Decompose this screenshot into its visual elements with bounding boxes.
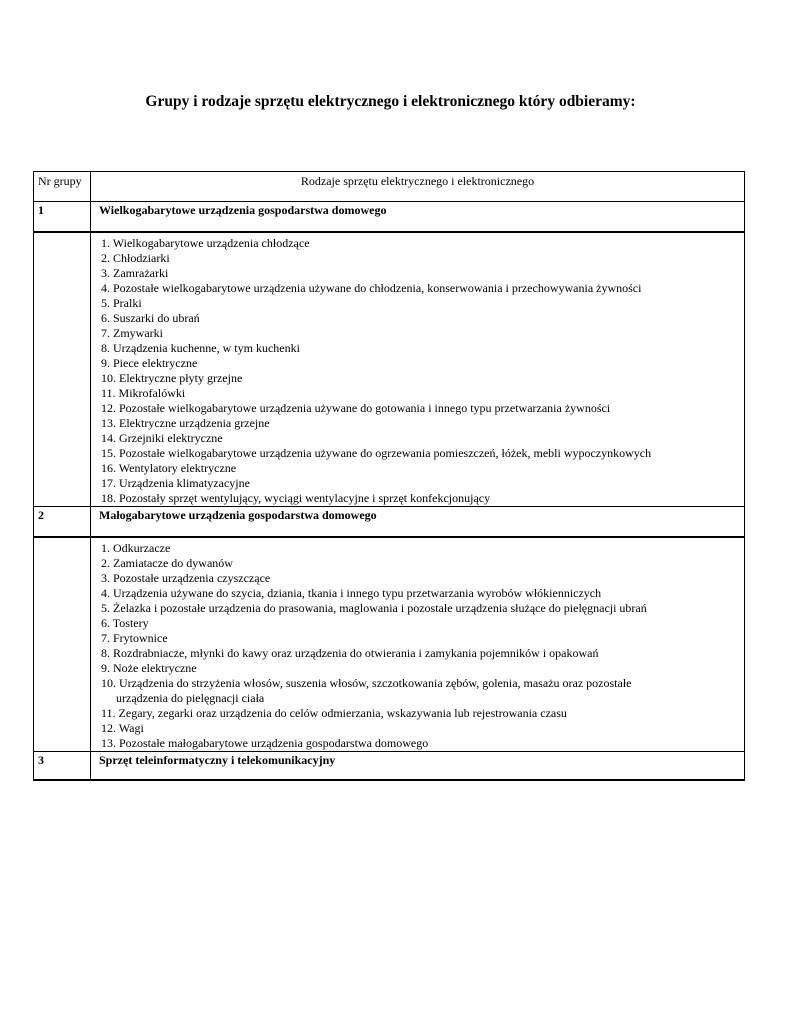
list-item: 5. Żelazka i pozostałe urządzenia do prasowania, maglowania i pozostałe urządzenia służące do pielęgnacji ubrań (101, 601, 647, 615)
equipment-list (91, 236, 744, 506)
list-item: 9. Noże elektryczne (101, 661, 197, 675)
group-row (34, 202, 745, 233)
list-item: 3. Zamrażarki (101, 266, 169, 280)
list-item: 11. Zegary, zegarki oraz urządzenia do celów odmierzania, wskazywania lub rejestrowania czasu (101, 706, 567, 720)
list-item: 7. Zmywarki (101, 326, 163, 340)
empty-cell (34, 232, 91, 507)
header-group-number: Nr grupy (34, 172, 91, 202)
list-item: 18. Pozostały sprzęt wentylujący, wyciągi wentylacyjne i sprzęt konfekcjonujący (101, 491, 491, 505)
group-name: Sprzęt teleinformatyczny i telekomunikacyjny (91, 752, 745, 781)
list-item: 15. Pozostałe wielkogabarytowe urządzenia używane do ogrzewania pomieszczeń, łóżek, mebli wypoczynkowych (101, 446, 652, 460)
list-item: 8. Urządzenia kuchenne, w tym kuchenki (101, 341, 300, 355)
equipment-groups-table (33, 171, 745, 781)
list-item: 2. Chłodziarki (101, 251, 170, 265)
wrapped-line: urządzenia do pielęgnacji ciała (116, 691, 265, 705)
list-item-continuation (101, 691, 744, 706)
list-item: 3. Pozostałe urządzenia czyszczące (101, 571, 271, 585)
equipment-list (91, 541, 744, 751)
list-item: 14. Grzejniki elektryczne (101, 431, 223, 445)
group-items-row (34, 537, 745, 752)
group-number: 3 (34, 752, 91, 781)
empty-cell (34, 537, 91, 752)
group-items-cell (91, 232, 745, 507)
group-row (34, 507, 745, 538)
group-items-row (34, 232, 745, 507)
list-item: 2. Zamiatacze do dywanów (101, 556, 233, 570)
group-items-cell (91, 537, 745, 752)
list-item: 16. Wentylatory elektryczne (101, 461, 237, 475)
list-item: 12. Wagi (101, 721, 144, 735)
list-item: 1. Odkurzacze (101, 541, 171, 555)
list-item: 10. Urządzenia do strzyżenia włosów, suszenia włosów, szczotkowania zębów, golenia, masażu oraz pozostałe (101, 676, 632, 690)
list-item: 6. Suszarki do ubrań (101, 311, 200, 325)
list-item: 10. Elektryczne płyty grzejne (101, 371, 243, 385)
group-number: 1 (34, 202, 91, 233)
list-item: 6. Tostery (101, 616, 149, 630)
group-number: 2 (34, 507, 91, 538)
header-equipment-kinds: Rodzaje sprzętu elektrycznego i elektronicznego (91, 172, 745, 202)
group-name: Wielkogabarytowe urządzenia gospodarstwa domowego (91, 202, 745, 233)
list-item: 9. Piece elektryczne (101, 356, 198, 370)
list-item: 5. Pralki (101, 296, 142, 310)
group-name: Małogabarytowe urządzenia gospodarstwa domowego (91, 507, 745, 538)
page-title: Grupy i rodzaje sprzętu elektrycznego i elektronicznego który odbieramy: (145, 93, 636, 110)
list-item: 8. Rozdrabniacze, młynki do kawy oraz urządzenia do otwierania i zamykania pojemników i opakowań (101, 646, 599, 660)
list-item: 13. Pozostałe małogabarytowe urządzenia gospodarstwa domowego (101, 736, 429, 750)
list-item: 13. Elektryczne urządzenia grzejne (101, 416, 270, 430)
list-item: 17. Urządzenia klimatyzacyjne (101, 476, 250, 490)
list-item: 4. Urządzenia używane do szycia, dziania, tkania i innego typu przetwarzania wyrobów włókienniczych (101, 586, 602, 600)
list-item: 12. Pozostałe wielkogabarytowe urządzenia używane do gotowania i innego typu przetwarzania żywności (101, 401, 611, 415)
table-header-row (34, 172, 745, 202)
list-item: 11. Mikrofalówki (101, 386, 186, 400)
list-item: 7. Frytownice (101, 631, 168, 645)
list-item: 4. Pozostałe wielkogabarytowe urządzenia używane do chłodzenia, konserwowania i przechowywania żywności (101, 281, 642, 295)
list-item: 1. Wielkogabarytowe urządzenia chłodzące (101, 236, 310, 250)
group-row (34, 752, 745, 781)
